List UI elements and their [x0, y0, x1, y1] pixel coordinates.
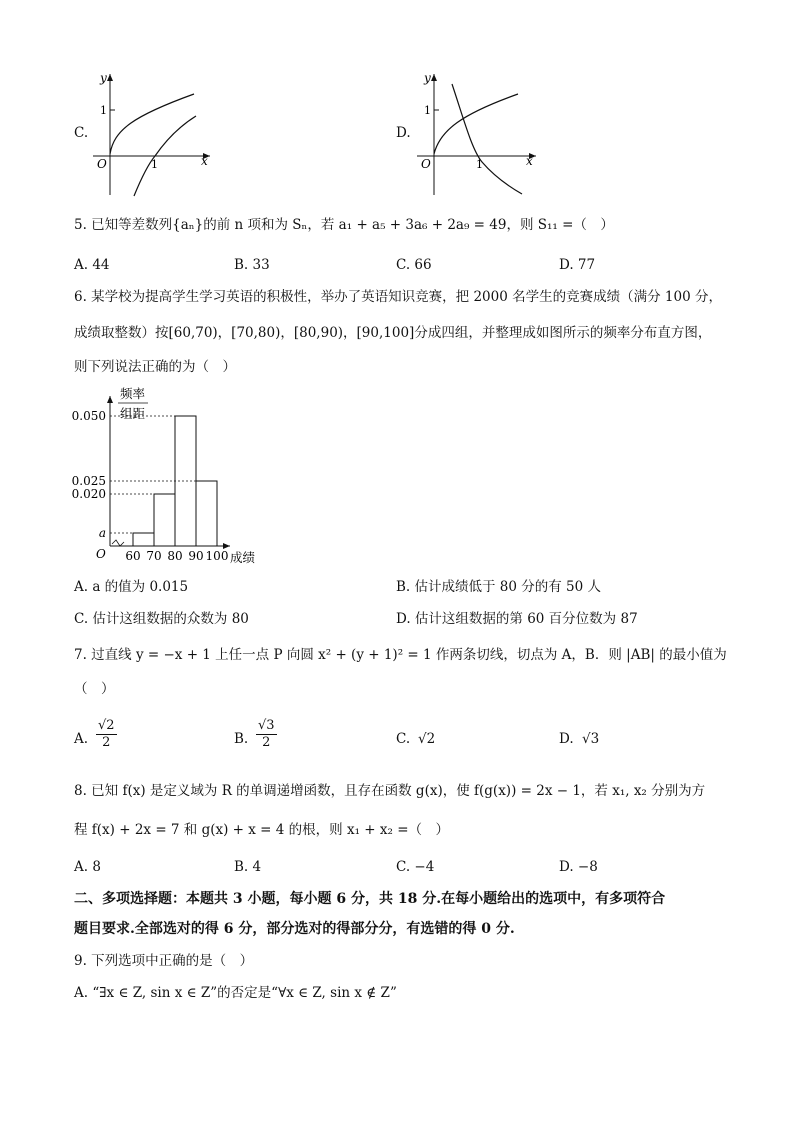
q7-option-b-value: √3 2 — [258, 718, 275, 750]
c-x-tick-1: 1 — [151, 158, 158, 171]
q6-option-c: C. 估计这组数据的众数为 80 — [74, 611, 249, 627]
histogram-x-tick-label: 70 — [146, 549, 162, 563]
q5-option-b: B. 33 — [234, 257, 270, 273]
q9-stem: 9. 下列选项中正确的是（ ） — [74, 953, 254, 969]
q8-option-b: B. 4 — [234, 859, 262, 875]
option-d-label: D. — [396, 125, 411, 141]
q9-option-a: A. “∃x ∈ Z, sin x ∈ Z”的否定是“∀x ∈ Z, sin x ∉ Z” — [74, 985, 397, 1001]
q5-option-d: D. 77 — [559, 257, 596, 273]
q7-stem: 7. 过直线 y = −x + 1 上任一点 P 向圆 x² + (y + 1)² = 1 作两条切线，切点为 A，B．则 |AB| 的最小值为 — [74, 647, 727, 663]
histogram-bar — [133, 533, 154, 546]
q5-stem: 5. 已知等差数列{aₙ}的前 n 项和为 Sₙ，若 a₁ + a₅ + 3a₆ + 2a₉ = 49，则 S₁₁ =（ ） — [74, 217, 614, 233]
histogram-x-tick-label: 100 — [205, 549, 229, 563]
histogram-x-tick-label: 60 — [125, 549, 141, 563]
frequency-histogram — [70, 386, 280, 576]
hist-ylabel-bottom: 组距 — [120, 406, 146, 421]
histogram-y-tick-label: 0.020 — [71, 487, 106, 501]
hist-origin: O — [96, 547, 106, 561]
histogram-y-tick-label: 0.050 — [71, 409, 106, 423]
q6-line-3: 则下列说法正确的为（ ） — [74, 359, 236, 375]
q7-option-d-label: D. — [559, 731, 574, 747]
q7-option-c-value: √2 — [418, 731, 436, 747]
q8-option-c: C. −4 — [396, 859, 435, 875]
option-c-label: C. — [74, 125, 89, 141]
c-y-axis-label: y — [100, 71, 107, 85]
d-y-tick-1: 1 — [424, 104, 431, 117]
q6-line-2: 成绩取整数）按[60,70)，[70,80)，[80,90)，[90,100]分成四组，并整理成如图所示的频率分布直方图， — [74, 325, 712, 341]
histogram-bar — [196, 481, 217, 546]
histogram-bar — [154, 494, 175, 546]
graph-option-c — [88, 70, 218, 200]
c-y-tick-1: 1 — [100, 104, 107, 117]
section-2-heading-line-2: 题目要求.全部选对的得 6 分，部分选对的得部分分，有选错的得 0 分. — [74, 921, 515, 937]
section-2-heading-line-1: 二、多项选择题：本题共 3 小题，每小题 6 分，共 18 分.在每小题给出的选项中，有多项符合 — [74, 891, 666, 907]
histogram-x-tick-label: 90 — [188, 549, 204, 563]
q7-option-b-label: B. — [234, 731, 249, 747]
q6-option-d: D. 估计这组数据的第 60 百分位数为 87 — [396, 611, 638, 627]
q8-line-2: 程 f(x) + 2x = 7 和 g(x) + x = 4 的根，则 x₁ + x₂ =（ ） — [74, 822, 450, 838]
histogram-y-tick-label: 0.025 — [71, 474, 106, 488]
q8-line-1: 8. 已知 f(x) 是定义域为 R 的单调递增函数，且存在函数 g(x)，使 f(g(x)) = 2x − 1，若 x₁, x₂ 分别为方 — [74, 783, 706, 799]
hist-ylabel-top: 频率 — [120, 386, 146, 401]
q8-option-d: D. −8 — [559, 859, 598, 875]
q6-option-b: B. 估计成绩低于 80 分的有 50 人 — [396, 579, 602, 595]
hist-xlabel: 成绩 — [230, 550, 256, 565]
q6-option-a: A. a 的值为 0.015 — [74, 579, 189, 595]
c-origin-label: O — [97, 157, 107, 171]
graph-option-d — [412, 70, 542, 200]
d-x-tick-1: 1 — [476, 158, 483, 171]
c-x-axis-label: x — [201, 154, 208, 168]
d-origin-label: O — [421, 157, 431, 171]
q5-option-c: C. 66 — [396, 257, 432, 273]
q7-option-a-value: √2 2 — [98, 718, 115, 750]
q7-option-d-value: √3 — [582, 731, 600, 747]
histogram-y-tick-label: a — [98, 526, 106, 540]
histogram-x-tick-label: 80 — [167, 549, 183, 563]
q7-paren: （ ） — [74, 681, 115, 697]
q7-option-c-label: C. — [396, 731, 411, 747]
d-x-axis-label: x — [526, 154, 533, 168]
q7-option-a-label: A. — [74, 731, 89, 747]
q5-option-a: A. 44 — [74, 257, 110, 273]
q8-option-a: A. 8 — [74, 859, 101, 875]
d-y-axis-label: y — [424, 71, 431, 85]
q6-line-1: 6. 某学校为提高学生学习英语的积极性，举办了英语知识竞赛，把 2000 名学生的竞赛成绩（满分 100 分， — [74, 289, 722, 305]
